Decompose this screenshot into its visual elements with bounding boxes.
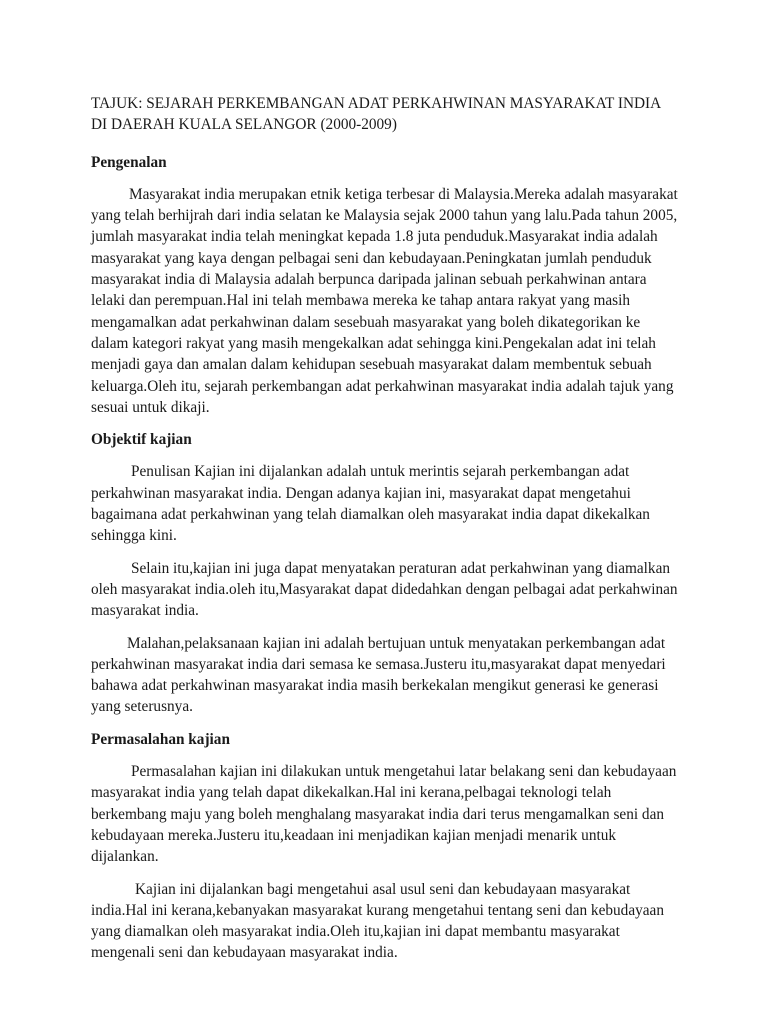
section-objektif-kajian (91, 429, 680, 718)
paragraph: Selain itu,kajian ini juga dapat menyatakan peraturan adat perkahwinan yang diamalkan oleh masyarakat india.oleh itu,Masyarakat dapat didedahkan dengan pelbagai adat perkahwinan masyarakat india. (91, 559, 678, 620)
paragraph: Permasalahan kajian ini dilakukan untuk mengetahui latar belakang seni dan kebudayaan masyarakat india yang telah dapat dikekalkan.Hal ini kerana,pelbagai teknologi telah berkembang maju yang boleh menghalang masyarakat india dari terus mengamalkan seni dan kebudayaan mereka.Justeru itu,keadaan ini menjadikan kajian menjadi menarik untuk dijalankan. (91, 763, 677, 866)
section-permasalahan-kajian (91, 729, 680, 964)
paragraph: Malahan,pelaksanaan kajian ini adalah bertujuan untuk menyatakan perkembangan adat perkahwinan masyarakat india dari semasa ke semasa.Justeru itu,masyarakat dapat menyedari bahawa adat perkahwinan masyarakat india masih berkekalan mengikut generasi ke generasi yang seterusnya. (91, 634, 666, 716)
paragraph: Penulisan Kajian ini dijalankan adalah untuk merintis sejarah perkembangan adat perkahwinan masyarakat india. Dengan adanya kajian ini, masyarakat dapat mengetahui bagaimana adat perkahwinan yang telah diamalkan oleh masyarakat india dapat dikekalkan sehingga kini. (91, 463, 650, 545)
paragraph: Masyarakat india merupakan etnik ketiga terbesar di Malaysia.Mereka adalah masyarakat yang telah berhijrah dari india selatan ke Malaysia sejak 2000 tahun yang lalu.Pada tahun 2005, jumlah masyarakat india telah meningkat kepada 1.8 juta penduduk.Masyarakat india adalah masyarakat yang kaya dengan pelbagai seni dan kebudayaan.Peningkatan jumlah penduduk masyarakat india di Malaysia adalah berpunca daripada jalinan sebuah perkahwinan antara lelaki dan perempuan.Hal ini telah membawa mereka ke tahap antara rakyat yang masih mengamalkan adat perkahwinan dalam sesebuah masyarakat yang boleh dikategorikan ke dalam kategori rakyat yang masih mengekalkan adat sehingga kini.Pengekalan adat ini telah menjadi gaya dan amalan dalam kehidupan sesebuah masyarakat dalam membentuk sebuah keluarga.Oleh itu, sejarah perkembangan adat perkahwinan masyarakat india adalah tajuk yang sesuai untuk dikaji. (91, 185, 678, 416)
paragraph: Kajian ini dijalankan bagi mengetahui asal usul seni dan kebudayaan masyarakat india.Hal ini kerana,kebanyakan masyarakat kurang mengetahui tentang seni dan kebudayaan yang diamalkan oleh masyarakat india.Oleh itu,kajian ini dapat membantu masyarakat mengenali seni dan kebudayaan masyarakat india. (91, 880, 664, 962)
section-heading: Permasalahan kajian (91, 730, 230, 748)
section-heading: Pengenalan (91, 153, 167, 171)
section-heading: Objektif kajian (91, 431, 192, 449)
section-pengenalan (91, 152, 680, 419)
document-title: TAJUK: SEJARAH PERKEMBANGAN ADAT PERKAHWINAN MASYARAKAT INDIA DI DAERAH KUALA SELANGOR (2000-2009) (91, 95, 661, 134)
